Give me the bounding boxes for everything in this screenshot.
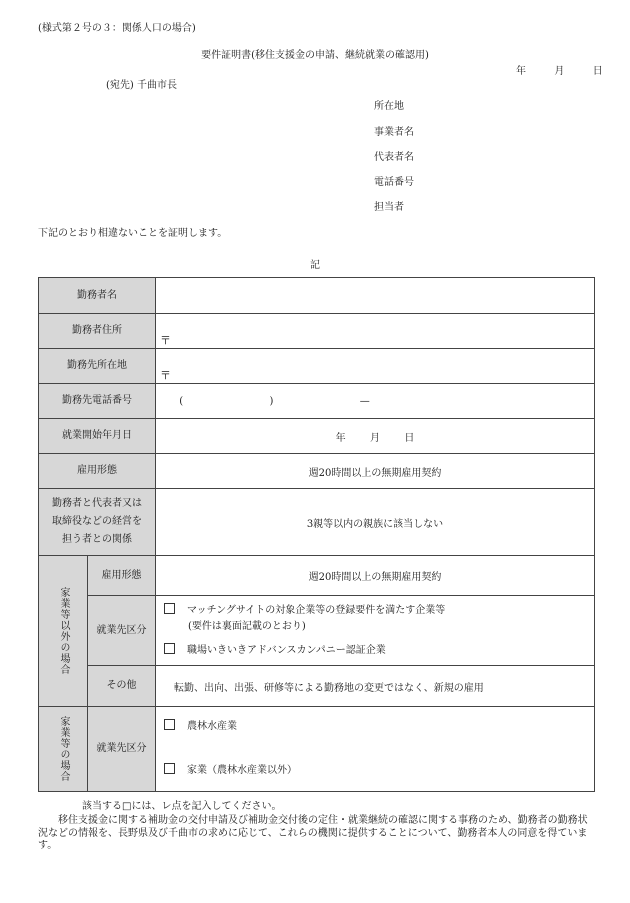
non-family-header-text: 家業等以外の場合 (58, 587, 69, 675)
applicant-phone-label: 電話番号 (374, 177, 414, 188)
applicant-address-label: 所在地 (374, 101, 404, 112)
row-worker-address (39, 314, 595, 349)
start-date-label: 就業開始年月日 (39, 419, 156, 454)
row-workplace-address (39, 349, 595, 384)
workplace-address-label: 勤務先所在地 (39, 349, 156, 384)
row-other (39, 666, 595, 707)
workplace-phone-field[interactable] (156, 384, 595, 419)
date-month: 月 (554, 66, 565, 77)
family-header-text: 家業等の場合 (58, 716, 69, 782)
worker-name-field[interactable] (156, 278, 595, 314)
row-employment-type (39, 454, 595, 489)
row-family-category (39, 707, 595, 792)
applicant-representative-label: 代表者名 (374, 152, 414, 163)
employment-type-value: 週20時間以上の無期雇用契約 (156, 454, 595, 489)
family-category-options (156, 707, 595, 792)
option-matching-label: マッチングサイトの対象企業等の登録要件を満たす企業等 (187, 604, 446, 616)
date-line (516, 62, 603, 77)
worker-name-label: 勤務者名 (39, 278, 156, 314)
postal-mark: 〒 (160, 369, 171, 382)
worker-address-label: 勤務者住所 (39, 314, 156, 349)
checkbox[interactable] (164, 643, 175, 654)
recipient: (宛先) 千曲市長 (106, 80, 177, 91)
non-family-category-label: 就業先区分 (88, 596, 156, 666)
relation-label (39, 489, 156, 556)
checkbox[interactable] (164, 719, 175, 730)
phone-close-paren: ) (269, 395, 274, 407)
checkbox-note: 該当する□には、レ点を記入してください。 (82, 801, 282, 812)
option-agriculture[interactable] (156, 719, 594, 735)
postal-mark: 〒 (160, 334, 171, 347)
applicant-company-label: 事業者名 (374, 127, 414, 138)
row-start-date (39, 419, 595, 454)
family-category-label: 就業先区分 (88, 707, 156, 792)
option-agriculture-label: 農林水産業 (187, 721, 237, 732)
phone-dash: — (359, 395, 370, 407)
other-value: 転勤、出向、出張、研修等による勤務地の変更ではなく、新規の雇用 (156, 666, 595, 707)
form-number-label: (様式第２号の３：関係人口の場合) (38, 23, 196, 34)
option-matching[interactable] (156, 603, 594, 619)
worker-address-field[interactable] (156, 314, 595, 349)
relation-label-line3: 担う者との関係 (62, 534, 132, 545)
family-header (39, 707, 88, 792)
requirement-table (38, 277, 595, 792)
non-family-employment-value: 週20時間以上の無期雇用契約 (156, 556, 595, 596)
employment-type-label: 雇用形態 (39, 454, 156, 489)
start-year: 年 (335, 432, 346, 444)
workplace-phone-label: 勤務先電話番号 (39, 384, 156, 419)
checkbox[interactable] (164, 603, 175, 614)
applicant-contact-label: 担当者 (374, 202, 404, 213)
phone-open-paren: ( (179, 395, 184, 407)
other-label: その他 (88, 666, 156, 707)
workplace-address-field[interactable] (156, 349, 595, 384)
option-advance-label: 職場いきいきアドバンスカンパニー認証企業 (187, 644, 386, 656)
start-day: 日 (404, 432, 415, 444)
checkbox[interactable] (164, 763, 175, 774)
certification-statement: 下記のとおり相違ないことを証明します。 (38, 228, 228, 239)
row-relation (39, 489, 595, 556)
option-family-business-label: 家業（農林水産業以外） (187, 765, 297, 776)
start-date-field[interactable] (156, 419, 595, 454)
date-year: 年 (516, 66, 526, 77)
start-month: 月 (370, 432, 380, 444)
row-non-family-employment (39, 556, 595, 596)
date-day: 日 (592, 66, 603, 77)
consent-paragraph: 移住支援金に関する補助金の交付申請及び補助金交付後の定住・就業継続の確認に関する事務のため、勤務者の勤務状況などの情報を、長野県及び千曲市の求めに応じて、これらの機関に提供することについて、勤務者本人の同意を得ています。 (38, 815, 588, 851)
row-worker-name (39, 278, 595, 314)
relation-label-line1: 勤務者と代表者又は (52, 498, 142, 509)
option-family-business[interactable] (156, 763, 594, 779)
non-family-header (39, 556, 88, 707)
row-non-family-category (39, 596, 595, 666)
option-advance[interactable] (156, 643, 594, 659)
row-workplace-phone (39, 384, 595, 419)
document-title: 要件証明書(移住支援金の申請、継続就業の確認用) (201, 50, 429, 61)
non-family-employment-label: 雇用形態 (88, 556, 156, 596)
option-matching-note: (要件は裏面記載のとおり) (188, 620, 306, 632)
relation-label-line2: 取締役などの経営を (52, 516, 142, 527)
non-family-category-options (156, 596, 595, 666)
ki-heading: 記 (310, 260, 320, 271)
relation-value: 3親等以内の親族に該当しない (156, 489, 595, 556)
